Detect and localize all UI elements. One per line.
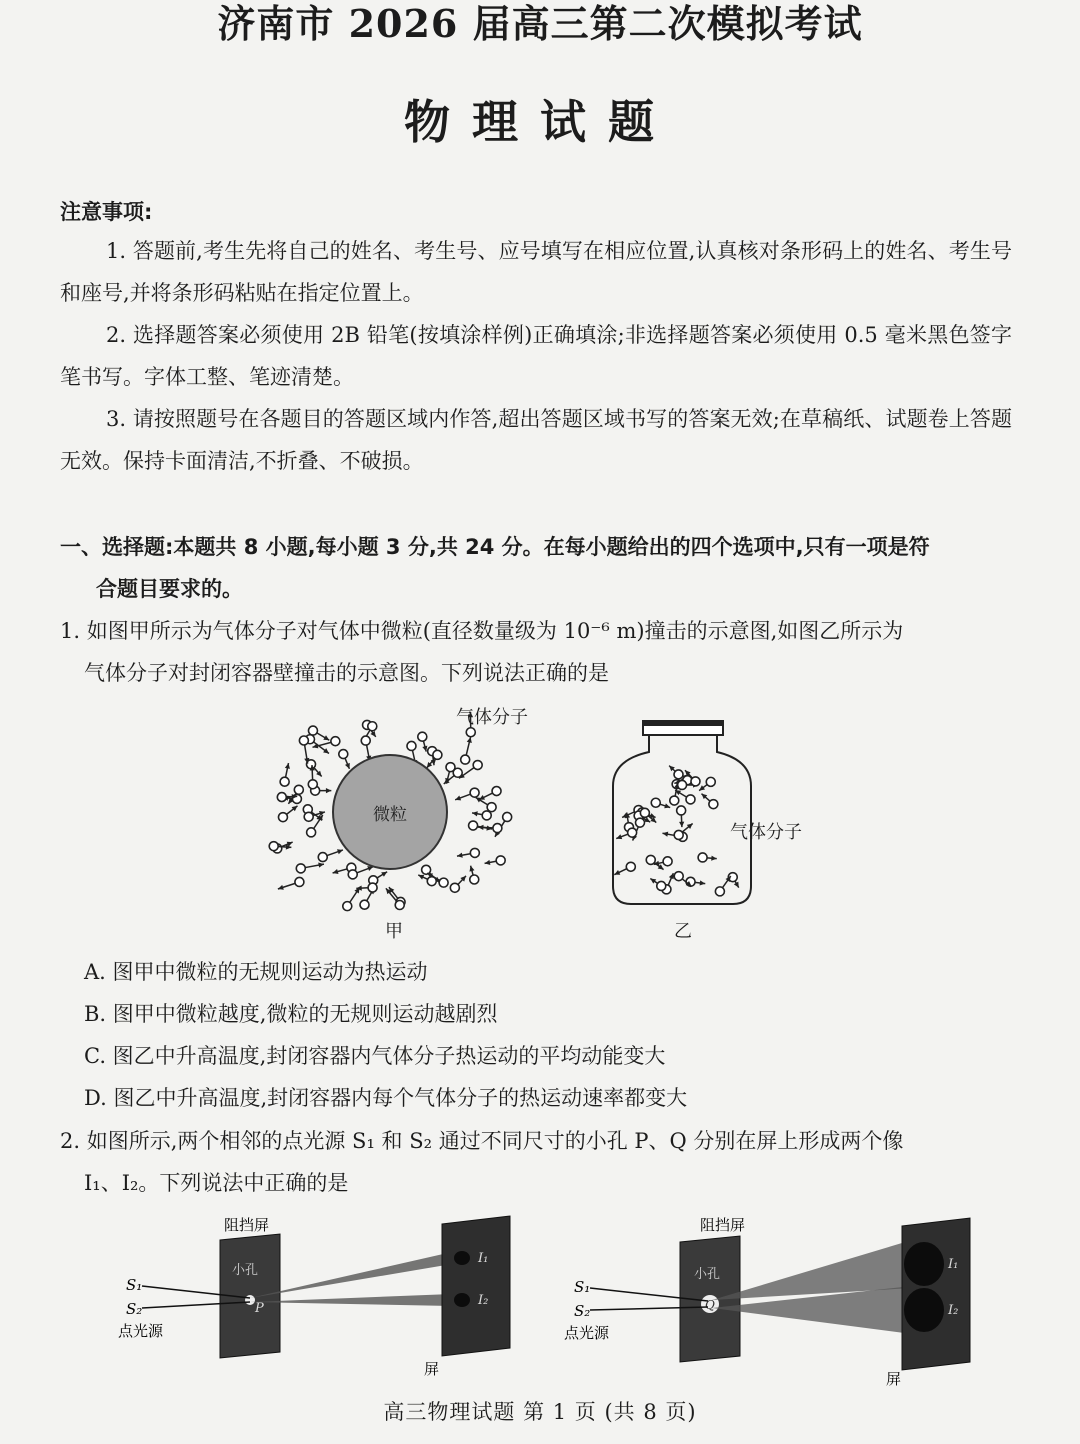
image-i1-left bbox=[454, 1251, 470, 1265]
exam-title: 济南市 2026 届高三第二次模拟考试 bbox=[217, 1, 863, 46]
caption-b: 乙 bbox=[674, 921, 692, 942]
molecule-label-a: 气体分子 bbox=[456, 707, 528, 728]
section-heading-line-2: 合题目要求的。 bbox=[96, 577, 243, 601]
gas-molecule bbox=[343, 888, 360, 911]
i1-label-right: I₁ bbox=[948, 1257, 959, 1272]
caption-a: 甲 bbox=[385, 921, 403, 942]
gas-molecule bbox=[669, 766, 683, 779]
image-i2-left bbox=[454, 1293, 470, 1307]
subject-title: 物理试题 bbox=[404, 95, 676, 149]
notice-item-3: 3. 请按照题号在各题目的答题区域内作答,超出答题区域书写的答案无效;在草稿纸、试题卷上答题无效。保持卡面清洁,不折叠、不破损。 bbox=[60, 407, 1012, 473]
gas-molecule bbox=[651, 798, 670, 808]
gas-molecule bbox=[455, 788, 479, 800]
gas-molecule bbox=[476, 797, 496, 811]
question-1-option-a: A. 图甲中微粒的无规则运动为热运动 bbox=[84, 960, 428, 984]
gas-molecule bbox=[339, 750, 350, 769]
question-1-option-c: C. 图乙中升高温度,封闭容器内气体分子热运动的平均动能变大 bbox=[84, 1044, 666, 1068]
s1-label-left: S₁ bbox=[126, 1276, 143, 1294]
gas-molecule bbox=[461, 737, 472, 764]
figure-pinhole-p bbox=[112, 1212, 532, 1382]
question-1-option-b: B. 图甲中微粒越度,微粒的无规则运动越剧烈 bbox=[84, 1002, 498, 1026]
gas-molecule bbox=[472, 811, 491, 820]
gas-molecule bbox=[307, 760, 322, 777]
figure-particle-diagram bbox=[265, 700, 545, 920]
notice-heading: 注意事项: bbox=[60, 200, 153, 224]
gas-molecule bbox=[457, 848, 479, 857]
gas-molecule bbox=[450, 876, 466, 892]
gas-molecule bbox=[715, 876, 730, 896]
gas-molecule bbox=[278, 877, 304, 889]
gas-molecule bbox=[699, 777, 715, 790]
question-1-line-2: 气体分子对封闭容器壁撞击的示意图。下列说法正确的是 bbox=[84, 661, 609, 685]
question-1-stem bbox=[60, 610, 1015, 694]
s2-label-left: S₂ bbox=[126, 1300, 143, 1318]
gas-molecule bbox=[677, 806, 686, 827]
gas-molecule bbox=[614, 862, 635, 874]
hole-p bbox=[245, 1295, 255, 1305]
gas-molecule bbox=[299, 736, 309, 764]
gas-molecule bbox=[361, 736, 371, 761]
figure-pinhole-q bbox=[560, 1212, 980, 1388]
section-heading-line-1: 一、选择题:本题共 8 小题,每小题 3 分,共 24 分。在每小题给出的四个选项中,只有一项是符 bbox=[60, 535, 930, 559]
question-2-stem bbox=[60, 1120, 1015, 1204]
hole-label-left: 小孔 bbox=[232, 1263, 259, 1278]
figure-jar-diagram bbox=[605, 716, 765, 916]
gas-molecule bbox=[278, 806, 297, 822]
particle-label: 微粒 bbox=[373, 805, 407, 825]
gas-molecule bbox=[698, 853, 717, 862]
molecule-label-b: 气体分子 bbox=[730, 822, 802, 843]
gas-molecule bbox=[356, 883, 377, 892]
i1-label-left: I₁ bbox=[478, 1251, 489, 1266]
image-i1-right bbox=[904, 1242, 944, 1286]
section-heading bbox=[60, 526, 1015, 610]
gas-molecule bbox=[674, 824, 692, 840]
barrier-label-left: 阻挡屏 bbox=[224, 1216, 270, 1234]
gas-molecule bbox=[296, 863, 324, 873]
page-footer: 高三物理试题 第 1 页 (共 8 页) bbox=[383, 1400, 697, 1424]
gas-molecule bbox=[318, 849, 343, 861]
source-label-left: 点光源 bbox=[118, 1322, 164, 1340]
image-i2-right bbox=[904, 1288, 944, 1332]
i2-label-right: I₂ bbox=[948, 1303, 959, 1318]
question-2-line-1: 2. 如图所示,两个相邻的点光源 S₁ 和 S₂ 通过不同尺寸的小孔 P、Q 分别在屏上形成两个像 bbox=[60, 1129, 904, 1153]
s2-label-right: S₂ bbox=[574, 1302, 591, 1320]
hole-label-right: 小孔 bbox=[694, 1267, 721, 1282]
gas-molecule bbox=[479, 787, 501, 800]
question-2-line-2: I₁、I₂。下列说法中正确的是 bbox=[84, 1171, 349, 1195]
i2-label-left: I₂ bbox=[478, 1293, 489, 1308]
gas-molecule bbox=[485, 856, 506, 865]
s1-label-right: S₁ bbox=[574, 1278, 591, 1296]
gas-molecule bbox=[469, 866, 478, 884]
source-label-right: 点光源 bbox=[564, 1324, 610, 1342]
notice-item-1: 1. 答题前,考生先将自己的姓名、考生号、应号填写在相应位置,认真核对条形码上的姓名、考生号和座号,并将条形码粘贴在指定位置上。 bbox=[60, 239, 1012, 305]
gas-molecule bbox=[418, 732, 428, 751]
screen-label-right: 屏 bbox=[886, 1370, 902, 1388]
hole-q-label: Q bbox=[705, 1298, 715, 1312]
gas-molecule bbox=[280, 763, 290, 786]
screen-left bbox=[442, 1216, 510, 1356]
notice-item-2: 2. 选择题答案必须使用 2B 铅笔(按填涂样例)正确填涂;非选择题答案必须使用 0.5 毫米黑色签字笔书写。字体工整、笔迹清楚。 bbox=[60, 323, 1012, 389]
gas-molecule bbox=[469, 821, 493, 831]
gas-molecule bbox=[650, 878, 665, 890]
jar-lid-band bbox=[643, 721, 723, 726]
gas-molecule bbox=[701, 794, 717, 809]
hole-p-label: P bbox=[255, 1301, 264, 1316]
question-1-option-d: D. 图乙中升高温度,封闭容器内每个气体分子的热运动速率都变大 bbox=[84, 1086, 688, 1110]
question-1-line-1: 1. 如图甲所示为气体分子对气体中微粒(直径数量级为 10⁻⁶ m)撞击的示意图,如图乙所示为 bbox=[60, 619, 904, 643]
barrier-label-right: 阻挡屏 bbox=[700, 1216, 746, 1234]
screen-label-left: 屏 bbox=[424, 1360, 440, 1378]
